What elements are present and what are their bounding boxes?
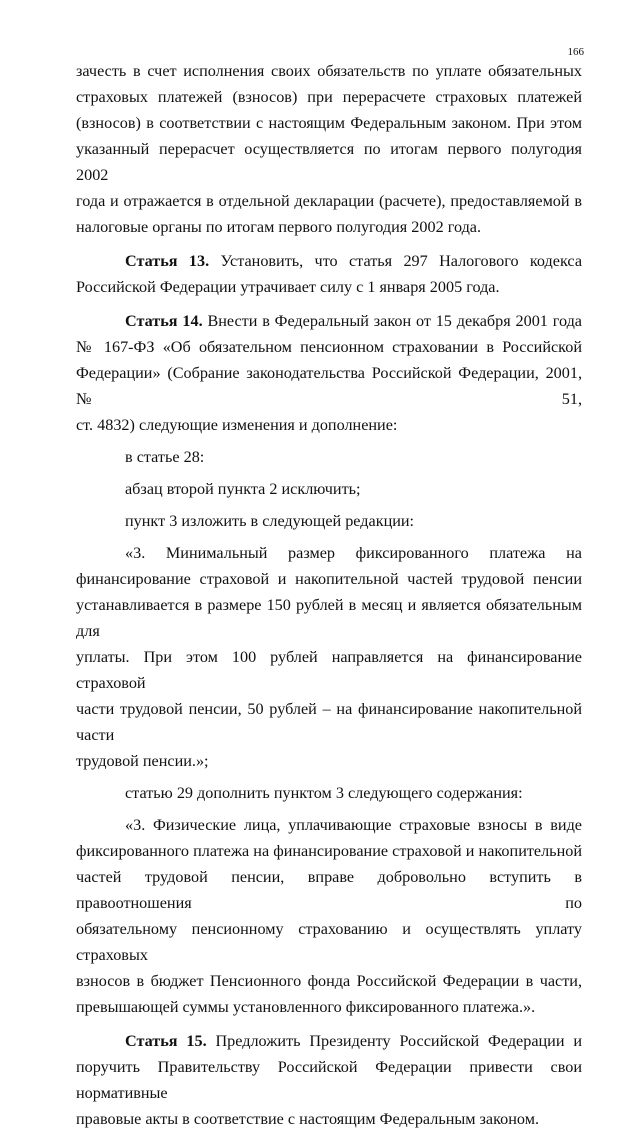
page-number: 166 — [567, 46, 584, 58]
text-line: ст. 4832) следующие изменения и дополнение: — [76, 416, 398, 434]
text-line: № 167-ФЗ «Об обязательном пенсионном страховании в Российской — [76, 338, 582, 356]
paragraph-continuation — [76, 58, 582, 240]
text-line: трудовой пенсии.»; — [76, 752, 209, 770]
text-line: указанный перерасчет осуществляется по итогам первого полугодия 2002 — [76, 140, 582, 184]
text-line: финансирование страховой и накопительной частей трудовой пенсии — [76, 570, 582, 588]
text-line: устанавливается в размере 150 рублей в месяц и является обязательным для — [76, 596, 582, 640]
list-item: абзац второй пункта 2 исключить; — [125, 480, 361, 498]
article-15-first-line — [76, 1028, 582, 1054]
article-13 — [76, 248, 582, 300]
text-fragment: Установить, что статья 297 Налогового кодекса — [220, 252, 583, 270]
text-line: зачесть в счет исполнения своих обязательств по уплате обязательных — [76, 62, 582, 80]
text-line: уплаты. При этом 100 рублей направляется на финансирование страховой — [76, 648, 582, 692]
text-fragment: Предложить Президенту Российской Федерации и — [215, 1032, 582, 1050]
text-line: части трудовой пенсии, 50 рублей – на финансирование накопительной части — [76, 700, 582, 744]
article-14 — [76, 308, 582, 438]
document-body — [76, 58, 582, 1132]
text-line: года и отражается в отдельной декларации (расчете), предоставляемой в — [76, 192, 582, 210]
article-13-first-line — [76, 248, 582, 274]
text-line: Российской Федерации утрачивает силу с 1 января 2005 года. — [76, 278, 500, 296]
quote-article-29-point-3 — [76, 812, 582, 1020]
article-15-label: Статья 15. — [125, 1032, 207, 1050]
text-line: фиксированного платежа на финансирование страховой и накопительной — [76, 842, 582, 860]
text-line: «3. Минимальный размер фиксированного платежа на — [125, 544, 582, 562]
text-line: страховых платежей (взносов) при перерасчете страховых платежей — [76, 88, 582, 106]
text-line: налоговые органы по итогам первого полугодия 2002 года. — [76, 218, 482, 236]
article-15 — [76, 1028, 582, 1132]
article-13-label: Статья 13. — [125, 252, 210, 270]
text-line: поручить Правительству Российской Федерации привести свои нормативные — [76, 1058, 582, 1102]
list-item: пункт 3 изложить в следующей редакции: — [125, 512, 415, 530]
text-line: превышающей суммы установленного фиксированного платежа.». — [76, 998, 536, 1016]
text-line: (взносов) в соответствии с настоящим Федеральным законом. При этом — [76, 114, 582, 132]
list-item: статью 29 дополнить пунктом 3 следующего содержания: — [125, 784, 523, 802]
quote-article-28-point-3 — [76, 540, 582, 774]
article-14-items — [76, 444, 582, 534]
article-14-label: Статья 14. — [125, 312, 203, 330]
text-line: «3. Физические лица, уплачивающие страховые взносы в виде — [125, 816, 582, 834]
article-14-first-line — [76, 308, 582, 334]
text-line: правовые акты в соответствие с настоящим Федеральным законом. — [76, 1110, 539, 1128]
text-fragment: Внести в Федеральный закон от 15 декабря 2001 года — [207, 312, 582, 330]
article-29-item — [76, 780, 582, 806]
text-line: взносов в бюджет Пенсионного фонда Российской Федерации в части, — [76, 972, 582, 990]
text-line: обязательному пенсионному страхованию и осуществлять уплату страховых — [76, 920, 582, 964]
text-line: частей трудовой пенсии, вправе добровольно вступить в правоотношения по — [76, 868, 582, 912]
text-line: Федерации» (Собрание законодательства Российской Федерации, 2001, № 51, — [76, 364, 582, 408]
list-item: в статье 28: — [125, 448, 205, 466]
